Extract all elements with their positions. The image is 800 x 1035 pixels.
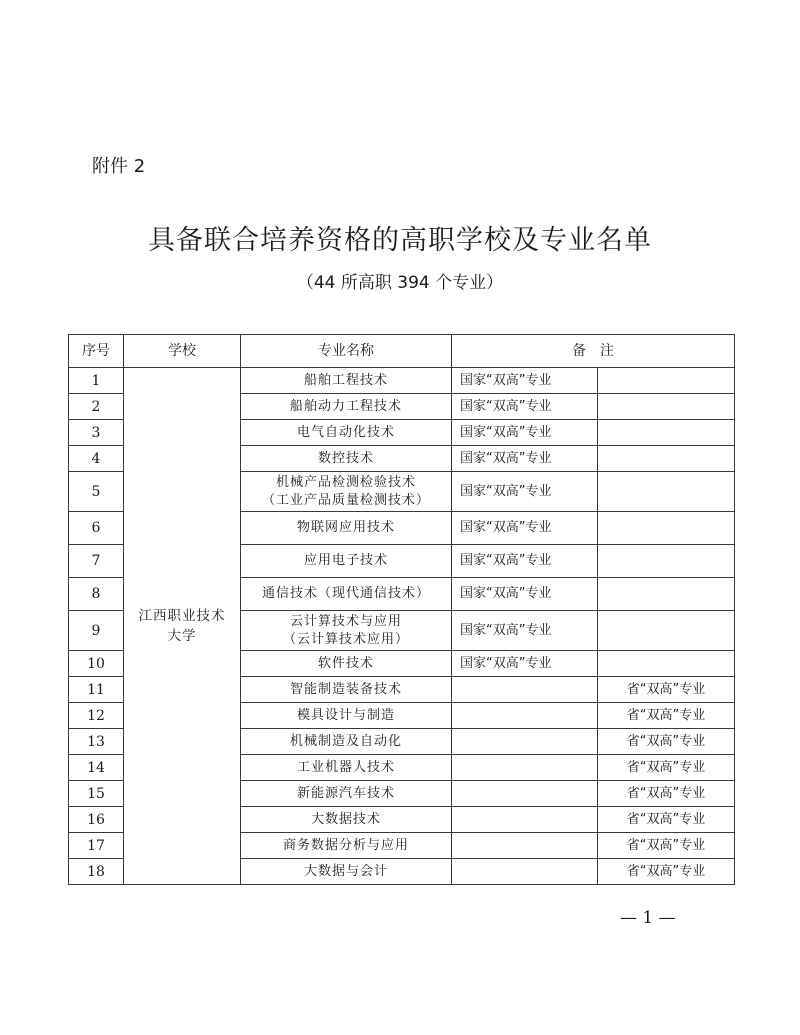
- national-note-cell: [452, 859, 598, 885]
- provincial-note-cell: 省“双高”专业: [598, 755, 735, 781]
- school-name-line: 江西职业技术: [138, 608, 226, 624]
- major-cell: [241, 755, 452, 781]
- major-cell: [241, 472, 452, 512]
- major-name-line: 云计算技术与应用: [289, 613, 402, 629]
- major-name-line: 船舶工程技术: [303, 372, 388, 388]
- major-name-line: 智能制造装备技术: [289, 681, 402, 697]
- seq-cell: 14: [69, 755, 124, 781]
- school-name-line: 大学: [167, 628, 197, 644]
- major-name-line: 应用电子技术: [303, 553, 388, 568]
- major-cell: [241, 703, 452, 729]
- seq-cell: 11: [69, 677, 124, 703]
- major-cell: [241, 368, 452, 394]
- national-note-cell: [452, 729, 598, 755]
- national-note-cell: [452, 807, 598, 833]
- major-cell: [241, 807, 452, 833]
- provincial-note-cell: [598, 472, 735, 512]
- seq-cell: 17: [69, 833, 124, 859]
- national-note-cell: 国家“双高”专业: [452, 446, 598, 472]
- major-name-line: 大数据技术: [310, 811, 381, 827]
- major-cell: [241, 781, 452, 807]
- document-subtitle: （44 所高职 394 个专业）: [296, 273, 504, 293]
- major-cell: [241, 420, 452, 446]
- provincial-note-cell: [598, 420, 735, 446]
- national-note-cell: 国家“双高”专业: [452, 512, 598, 545]
- seq-cell: 16: [69, 807, 124, 833]
- major-cell: [241, 859, 452, 885]
- provincial-note-cell: 省“双高”专业: [598, 703, 735, 729]
- major-name-line: 电气自动化技术: [296, 424, 395, 440]
- provincial-note-cell: [598, 578, 735, 611]
- seq-cell: 12: [69, 703, 124, 729]
- attachment-label: 附件 2: [92, 156, 146, 177]
- page-number: — 1 —: [620, 908, 676, 928]
- major-cell: [241, 611, 452, 651]
- table-row: [69, 368, 735, 394]
- major-name-line: 商务数据分析与应用: [282, 837, 409, 853]
- provincial-note-cell: [598, 651, 735, 677]
- seq-cell: 15: [69, 781, 124, 807]
- national-note-cell: 国家“双高”专业: [452, 472, 598, 512]
- provincial-note-cell: 省“双高”专业: [598, 807, 735, 833]
- national-note-cell: 国家“双高”专业: [452, 651, 598, 677]
- major-cell: [241, 446, 452, 472]
- seq-cell: 10: [69, 651, 124, 677]
- seq-cell: 6: [69, 512, 124, 545]
- header-note: 备 注: [452, 335, 735, 368]
- national-note-cell: 国家“双高”专业: [452, 420, 598, 446]
- seq-cell: 7: [69, 545, 124, 578]
- national-note-cell: [452, 781, 598, 807]
- document-title: 具备联合培养资格的高职学校及专业名单: [148, 225, 652, 256]
- header-school: 学校: [124, 335, 241, 368]
- seq-cell: 3: [69, 420, 124, 446]
- seq-cell: 8: [69, 578, 124, 611]
- national-note-cell: [452, 677, 598, 703]
- school-major-table: [68, 334, 735, 885]
- seq-cell: 18: [69, 859, 124, 885]
- provincial-note-cell: 省“双高”专业: [598, 677, 735, 703]
- major-name-line: （云计算技术应用）: [282, 631, 409, 647]
- seq-cell: 1: [69, 368, 124, 394]
- national-note-cell: 国家“双高”专业: [452, 611, 598, 651]
- provincial-note-cell: [598, 446, 735, 472]
- major-name-line: 新能源汽车技术: [296, 785, 395, 801]
- major-cell: [241, 833, 452, 859]
- major-cell: [241, 677, 452, 703]
- major-name-line: 机械制造及自动化: [289, 733, 402, 749]
- seq-cell: 2: [69, 394, 124, 420]
- major-cell: [241, 394, 452, 420]
- major-name-line: 机械产品检测检验技术: [275, 474, 416, 490]
- major-name-line: 数控技术: [317, 450, 374, 466]
- major-name-line: 物联网应用技术: [296, 520, 395, 535]
- major-name-line: 大数据与会计: [303, 863, 388, 879]
- seq-cell: 4: [69, 446, 124, 472]
- national-note-cell: [452, 703, 598, 729]
- provincial-note-cell: 省“双高”专业: [598, 781, 735, 807]
- header-major: 专业名称: [241, 335, 452, 368]
- provincial-note-cell: 省“双高”专业: [598, 729, 735, 755]
- major-name-line: 软件技术: [317, 655, 374, 671]
- provincial-note-cell: 省“双高”专业: [598, 833, 735, 859]
- national-note-cell: 国家“双高”专业: [452, 368, 598, 394]
- provincial-note-cell: 省“双高”专业: [598, 859, 735, 885]
- national-note-cell: [452, 833, 598, 859]
- provincial-note-cell: [598, 394, 735, 420]
- major-cell: [241, 578, 452, 611]
- national-note-cell: 国家“双高”专业: [452, 394, 598, 420]
- major-name-line: 船舶动力工程技术: [289, 398, 402, 414]
- major-name-line: 通信技术（现代通信技术）: [261, 586, 430, 601]
- seq-cell: 9: [69, 611, 124, 651]
- major-cell: [241, 729, 452, 755]
- major-name-line: （工业产品质量检测技术）: [261, 492, 430, 508]
- major-name-line: 工业机器人技术: [296, 759, 395, 775]
- major-cell: [241, 512, 452, 545]
- provincial-note-cell: [598, 545, 735, 578]
- national-note-cell: 国家“双高”专业: [452, 545, 598, 578]
- major-cell: [241, 545, 452, 578]
- provincial-note-cell: [598, 368, 735, 394]
- school-cell: [124, 368, 241, 885]
- seq-cell: 5: [69, 472, 124, 512]
- header-seq: 序号: [69, 335, 124, 368]
- national-note-cell: 国家“双高”专业: [452, 578, 598, 611]
- major-name-line: 模具设计与制造: [296, 707, 395, 723]
- table-header-row: [69, 335, 735, 368]
- seq-cell: 13: [69, 729, 124, 755]
- national-note-cell: [452, 755, 598, 781]
- major-cell: [241, 651, 452, 677]
- provincial-note-cell: [598, 512, 735, 545]
- provincial-note-cell: [598, 611, 735, 651]
